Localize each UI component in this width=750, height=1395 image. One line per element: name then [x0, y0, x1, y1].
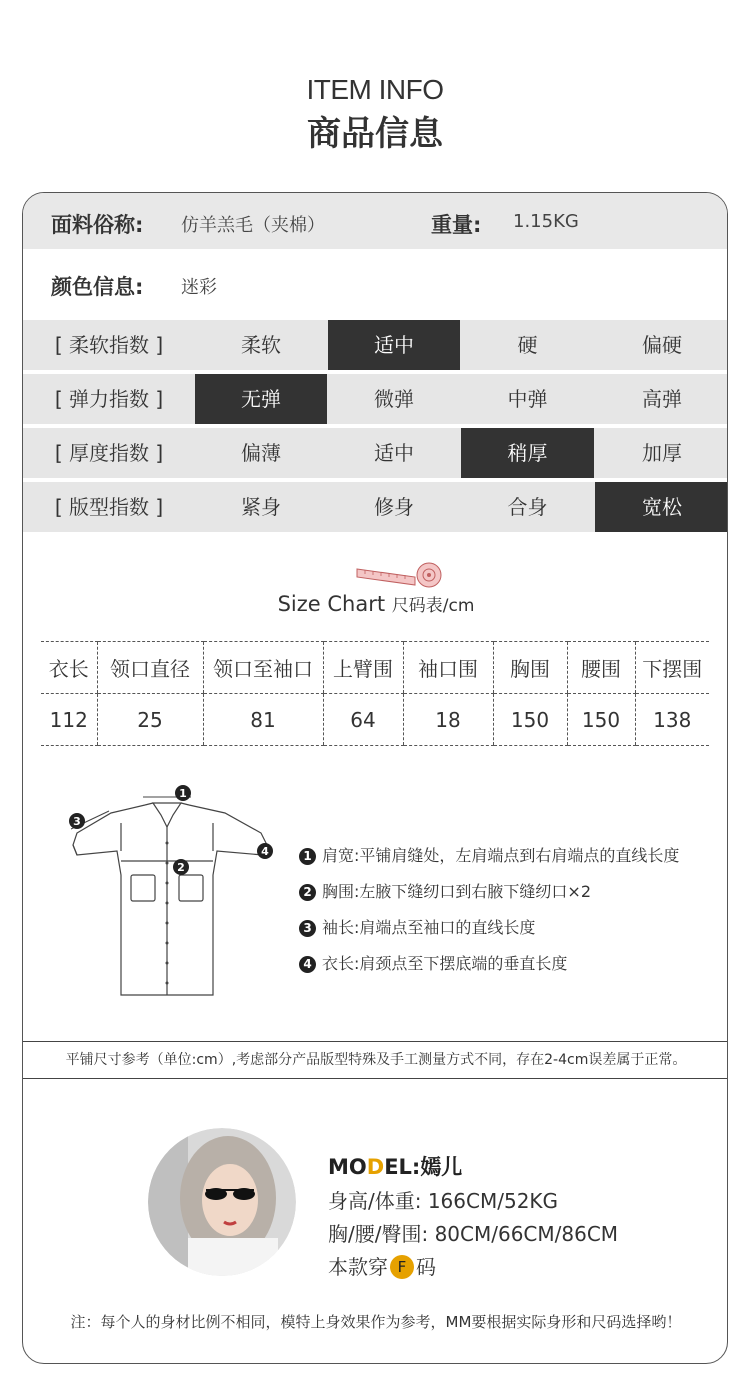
svg-text:4: 4	[261, 845, 269, 858]
fabric-label: 面料俗称:	[51, 213, 144, 237]
model-avatar	[148, 1128, 296, 1276]
measurement-note: 平铺尺寸参考（单位:cm）,考虑部分产品版型特殊及手工测量方式不同，存在2-4cm误差属于正常。	[23, 1041, 728, 1079]
footnote: 注：每个人的身材比例不相同，模特上身效果作为参考，MM要根据实际身形和尺码选择哟！	[70, 1313, 682, 1331]
model-name-value: 嫣儿	[420, 1155, 463, 1179]
model-prefix-a: MO	[328, 1155, 367, 1179]
svg-text:1: 1	[179, 787, 187, 800]
index-label: [ 版型指数 ]	[54, 495, 164, 519]
wear-prefix: 本款穿	[328, 1255, 388, 1279]
index-option-selected: 宽松	[595, 482, 728, 532]
legend-name: 胸围:	[322, 882, 360, 901]
index-row	[23, 482, 728, 532]
weight-value: 1.15KG	[513, 211, 579, 232]
legend-number-icon: 1	[299, 848, 316, 865]
index-option: 偏硬	[642, 333, 682, 357]
index-option: 硬	[517, 333, 538, 357]
size-header-cell: 袖口围	[403, 642, 493, 694]
size-value-cell: 25	[97, 694, 203, 746]
legend-item	[299, 879, 719, 902]
index-row	[23, 374, 728, 424]
index-option: 高弹	[642, 387, 682, 411]
size-value-cell: 18	[403, 694, 493, 746]
size-header-cell: 领口至袖口	[203, 642, 323, 694]
size-value-cell: 138	[635, 694, 709, 746]
info-card	[22, 192, 728, 1364]
size-header-cell: 衣长	[41, 642, 97, 694]
size-chart-title-cn: 尺码表	[391, 596, 443, 616]
header-title-cn: 商品信息	[307, 114, 443, 154]
legend-number-icon: 4	[299, 956, 316, 973]
legend-name: 袖长:	[322, 918, 360, 937]
color-row	[23, 249, 728, 319]
index-option: 适中	[374, 441, 414, 465]
fabric-row	[23, 193, 728, 249]
garment-diagram	[63, 783, 273, 1003]
index-label: [ 弹力指数 ]	[54, 387, 164, 411]
index-option: 偏薄	[241, 441, 281, 465]
size-chart-title	[23, 591, 728, 616]
index-option: 柔软	[241, 333, 281, 357]
weight-label: 重量:	[431, 213, 482, 237]
size-value-cell: 64	[323, 694, 403, 746]
svg-text:3: 3	[73, 815, 81, 828]
model-prefix-b: D	[366, 1155, 385, 1179]
size-header-cell: 领口直径	[97, 642, 203, 694]
header-title-en: ITEM INFO	[306, 74, 444, 105]
size-value-cell: 112	[41, 694, 97, 746]
model-name	[328, 1151, 462, 1181]
model-prefix-c: EL:	[384, 1155, 421, 1179]
index-option-selected: 适中	[328, 320, 460, 370]
color-label: 颜色信息:	[51, 275, 144, 299]
legend-item	[299, 915, 719, 938]
size-table	[41, 641, 709, 746]
size-chart-title-en: Size Chart	[277, 592, 386, 616]
index-option: 中弹	[507, 387, 548, 411]
legend-number-icon: 2	[299, 884, 316, 901]
size-header-cell: 下摆围	[635, 642, 709, 694]
size-table-value-row	[41, 694, 709, 746]
index-option: 紧身	[241, 495, 281, 519]
model-measurements: 胸/腰/臀围: 80CM/66CM/86CM	[328, 1222, 619, 1246]
legend-desc: 左腋下缝纫口到右腋下缝纫口×2	[359, 882, 591, 901]
wear-suffix: 码	[416, 1255, 436, 1279]
legend-desc: 肩颈点至下摆底端的垂直长度	[359, 954, 568, 973]
measuring-tape-icon	[353, 561, 448, 589]
index-label: [ 柔软指数 ]	[54, 333, 164, 357]
svg-text:2: 2	[177, 861, 185, 874]
color-value: 迷彩	[181, 277, 217, 298]
size-value-cell: 150	[567, 694, 635, 746]
header	[0, 0, 750, 190]
wear-size-badge: F	[390, 1255, 414, 1279]
legend-name: 衣长:	[322, 954, 360, 973]
index-label: [ 厚度指数 ]	[54, 441, 164, 465]
index-row	[23, 428, 728, 478]
legend-item	[299, 951, 719, 974]
size-chart-unit: /cm	[442, 596, 475, 616]
legend-number-icon: 3	[299, 920, 316, 937]
index-option-selected: 稍厚	[461, 428, 594, 478]
size-header-cell: 上臂围	[323, 642, 403, 694]
fabric-value: 仿羊羔毛（夹棉）	[181, 215, 325, 236]
size-header-cell: 胸围	[493, 642, 567, 694]
index-option: 加厚	[642, 441, 682, 465]
size-header-cell: 腰围	[567, 642, 635, 694]
model-wear-size	[328, 1251, 436, 1280]
index-row	[23, 320, 728, 370]
size-table-header-row	[41, 642, 709, 694]
index-option-selected: 无弹	[195, 374, 327, 424]
size-value-cell: 81	[203, 694, 323, 746]
model-height-weight: 身高/体重: 166CM/52KG	[328, 1189, 559, 1213]
legend-name: 肩宽:	[322, 846, 360, 865]
legend-desc: 肩端点至袖口的直线长度	[359, 918, 536, 937]
index-option: 合身	[507, 495, 548, 519]
index-option: 微弹	[374, 387, 414, 411]
size-value-cell: 150	[493, 694, 567, 746]
index-option: 修身	[374, 495, 414, 519]
legend-item	[299, 843, 719, 866]
legend-desc: 平铺肩缝处，左肩端点到右肩端点的直线长度	[359, 846, 680, 865]
